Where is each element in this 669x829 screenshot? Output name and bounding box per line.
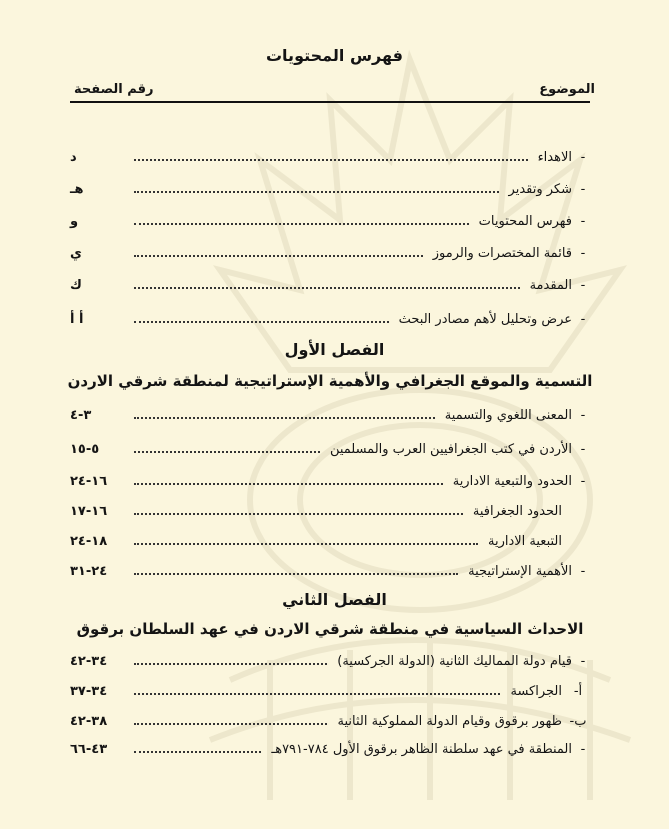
entry-page: و	[70, 213, 79, 229]
topic-header: الموضوع	[539, 82, 595, 97]
page-number-header: رقم الصفحة	[74, 82, 154, 97]
toc-entry-dedication	[70, 146, 590, 168]
toc-entry	[70, 404, 590, 426]
entry-marker: -	[580, 149, 586, 165]
dot-leader	[134, 751, 261, 753]
toc-entry-introduction	[70, 274, 590, 296]
dot-leader	[134, 663, 327, 665]
toc-entry	[70, 680, 590, 702]
entry-page: هـ	[70, 181, 84, 197]
dot-leader	[134, 417, 435, 419]
toc-entry	[70, 438, 590, 460]
entry-page: ٣-٤	[70, 407, 92, 423]
chapter-1-subject: التسمية والموقع الجغرافي والأهمية الإستراتيجية لمنطقة شرقي الاردن	[67, 372, 593, 390]
entry-title: الأهمية الإستراتيجية	[468, 563, 572, 579]
entry-page: ك	[70, 277, 82, 293]
entry-title: الاهداء	[537, 149, 572, 165]
dot-leader	[134, 255, 423, 257]
toc-entry-thanks	[70, 178, 590, 200]
dot-leader	[134, 321, 389, 323]
entry-title: المعنى اللغوي والتسمية	[444, 407, 572, 423]
entry-title: الحدود والتبعية الادارية	[452, 473, 572, 489]
toc-entry	[70, 650, 590, 672]
dot-leader	[134, 693, 500, 695]
entry-title: ظهور برقوق وقيام الدولة المملوكية الثانية	[337, 713, 562, 729]
entry-marker: -	[580, 277, 586, 293]
toc-entry	[70, 470, 590, 492]
entry-page: ي	[70, 245, 82, 261]
dot-leader	[134, 159, 528, 161]
entry-title: المقدمة	[529, 277, 572, 293]
dot-leader	[134, 451, 320, 453]
toc-entry-abbreviations	[70, 242, 590, 264]
toc-subentry	[70, 500, 590, 522]
entry-title: الجراكسة	[510, 683, 562, 699]
entry-page: ٢٤-٣١	[70, 563, 108, 579]
entry-page: ٣٤-٤٢	[70, 653, 108, 669]
entry-title: قائمة المختصرات والرموز	[432, 245, 572, 261]
entry-page: ١٦-١٧	[70, 503, 108, 519]
entry-marker: أ-	[573, 683, 583, 699]
entry-marker: -	[580, 563, 586, 579]
entry-marker: -	[580, 213, 586, 229]
entry-marker: -	[580, 311, 586, 327]
toc-entry	[70, 738, 590, 760]
dot-leader	[134, 543, 478, 545]
entry-marker: -	[580, 181, 586, 197]
entry-page: ٥-١٥	[70, 441, 100, 457]
entry-marker: -	[580, 407, 586, 423]
entry-title: شكر وتقدير	[508, 181, 572, 197]
entry-marker: -	[580, 245, 586, 261]
entry-page: ١٨-٢٤	[70, 533, 108, 549]
entry-marker: ب-	[569, 713, 587, 729]
dot-leader	[134, 573, 458, 575]
entry-title: فهرس المحتويات	[478, 213, 572, 229]
toc-subentry	[70, 530, 590, 552]
dot-leader	[134, 287, 520, 289]
entry-title: المنطقة في عهد سلطنة الظاهر برقوق الأول ٧٨٤-٧٩١هـ	[271, 741, 572, 757]
chapter-1-title: الفصل الأول	[284, 340, 385, 359]
toc-entry-contents	[70, 210, 590, 232]
chapter-2-subject: الاحداث السياسية في منطقة شرقي الاردن في عهد السلطان برقوق	[76, 620, 584, 638]
dot-leader	[134, 483, 443, 485]
entry-title: قيام دولة المماليك الثانية (الدولة الجركسية)	[337, 653, 572, 669]
dot-leader	[134, 513, 463, 515]
entry-title: الحدود الجغرافية	[472, 503, 562, 519]
dot-leader	[134, 723, 327, 725]
entry-marker: -	[580, 473, 586, 489]
dot-leader	[134, 191, 499, 193]
dot-leader	[134, 223, 469, 225]
toc-entry	[70, 560, 590, 582]
chapter-2-title: الفصل الثاني	[282, 590, 387, 609]
toc-entry-sources	[70, 308, 590, 330]
header-rule	[70, 101, 590, 103]
entry-marker: -	[580, 653, 586, 669]
entry-page: أ أ	[70, 311, 84, 327]
entry-page: ٣٤-٣٧	[70, 683, 108, 699]
toc-entry	[70, 710, 590, 732]
entry-title: الأردن في كتب الجغرافيين العرب والمسلمين	[329, 441, 572, 457]
entry-page: ٣٨-٤٢	[70, 713, 108, 729]
entry-title: التبعية الادارية	[487, 533, 562, 549]
entry-marker: -	[580, 441, 586, 457]
entry-page: ٤٣-٦٦	[70, 741, 108, 757]
entry-title: عرض وتحليل لأهم مصادر البحث	[398, 311, 572, 327]
entry-page: ١٦-٢٤	[70, 473, 108, 489]
page-title: فهرس المحتويات	[265, 46, 404, 65]
entry-page: د	[70, 149, 77, 165]
entry-marker: -	[580, 741, 586, 757]
